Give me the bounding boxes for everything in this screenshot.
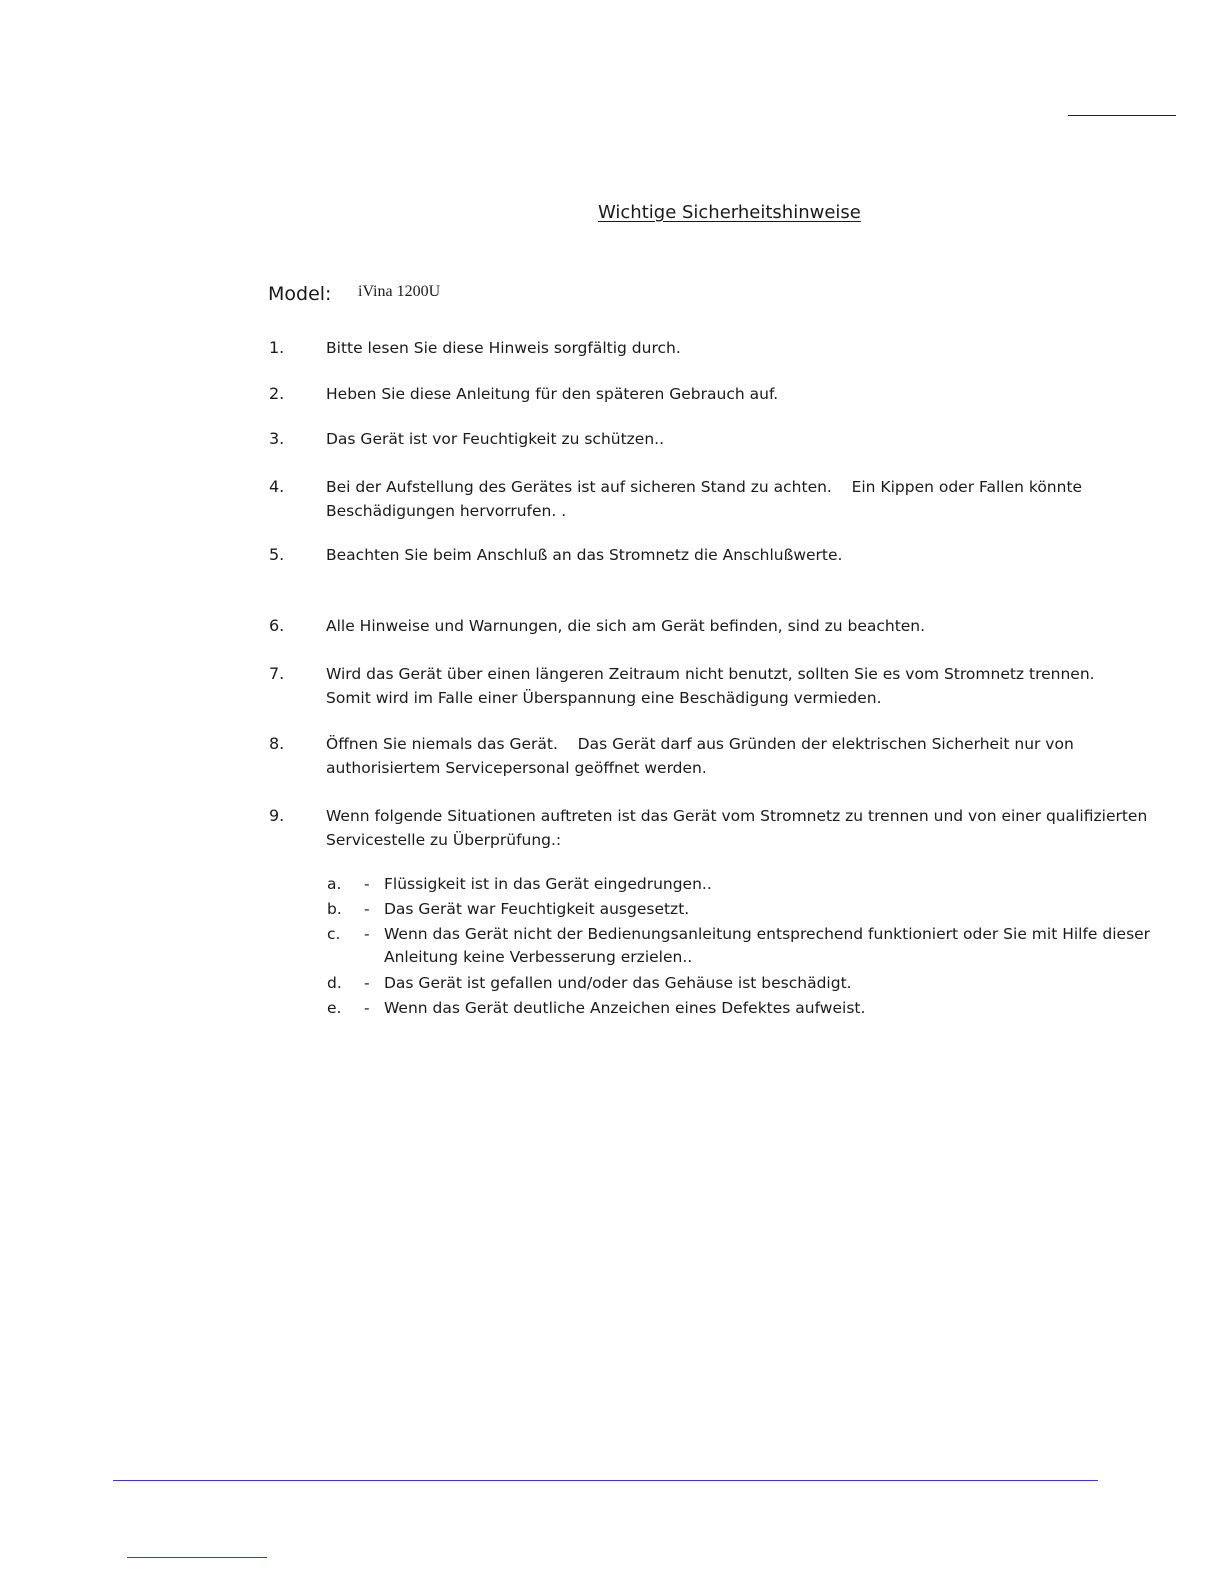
list-item-line: Heben Sie diese Anleitung für den späteren Gebrauch auf. [326,385,779,403]
sub-item-dash: - [364,925,370,943]
sub-item-line: Das Gerät war Feuchtigkeit ausgesetzt. [384,900,690,918]
list-item-line: Bei der Aufstellung des Gerätes ist auf sicheren Stand zu achten. Ein Kippen oder Fallen könnte [326,478,1083,496]
list-item-text [326,804,1176,852]
sub-item-letter: c. [327,925,341,943]
sub-item-dash: - [364,999,370,1017]
sub-item-line: Das Gerät ist gefallen und/oder das Gehäuse ist beschädigt. [384,974,852,992]
sub-item-letter: b. [327,900,342,918]
top-right-rule [1068,115,1176,116]
sub-item-line: Wenn das Gerät deutliche Anzeichen eines Defektes aufweist. [384,999,866,1017]
list-item-text [326,336,1176,360]
model-value: iVina 1200U [358,283,441,300]
list-item-number: 1. [269,338,285,357]
list-item-number: 5. [269,545,285,564]
list-item-line: Alle Hinweise und Warnungen, die sich am Gerät befinden, sind zu beachten. [326,617,926,635]
list-item-line: Beschädigungen hervorrufen. . [326,502,567,520]
sub-item-line: Wenn das Gerät nicht der Bedienungsanleitung entsprechend funktioniert oder Sie mit Hilfe dieser [384,925,1151,943]
list-item-line: Wenn folgende Situationen auftreten ist das Gerät vom Stromnetz zu trennen und von einer qualifizierten [326,807,1148,825]
sub-item-text [384,873,1184,896]
list-item-line: Bitte lesen Sie diese Hinweis sorgfältig durch. [326,339,681,357]
list-item-number: 2. [269,384,285,403]
list-item-line: Wird das Gerät über einen längeren Zeitraum nicht benutzt, sollten Sie es vom Stromnetz trennen. [326,665,1095,683]
sub-item-dash: - [364,974,370,992]
list-item-number: 6. [269,616,285,635]
sub-item-letter: e. [327,999,342,1017]
list-item-text [326,732,1176,780]
list-item-line: Beachten Sie beim Anschluß an das Stromnetz die Anschlußwerte. [326,546,843,564]
sub-item-dash: - [364,900,370,918]
list-item-line: Servicestelle zu Überprüfung.: [326,831,562,849]
sub-item-text [384,972,1184,995]
sub-item-line: Anleitung keine Verbesserung erzielen.. [384,948,693,966]
document-title: Wichtige Sicherheitshinweise [598,202,861,223]
list-item-text [326,614,1176,638]
sub-item-letter: a. [327,875,342,893]
sub-item-text [384,997,1184,1020]
list-item-number: 4. [269,477,285,496]
sub-item-text [384,923,1184,969]
list-item-line: authorisiertem Servicepersonal geöffnet werden. [326,759,707,777]
sub-item-line: Flüssigkeit ist in das Gerät eingedrungen.. [384,875,712,893]
list-item-number: 9. [269,806,285,825]
list-item-line: Das Gerät ist vor Feuchtigkeit zu schützen.. [326,430,665,448]
footer-rule [113,1480,1098,1481]
list-item-text [326,475,1176,523]
sub-item-letter: d. [327,974,342,992]
sub-item-text [384,898,1184,921]
model-label: Model: [268,283,332,305]
list-item-text [326,427,1176,451]
list-item-text [326,543,1176,567]
list-item-text [326,382,1176,406]
list-item-text [326,662,1176,710]
list-item-number: 8. [269,734,285,753]
list-item-number: 7. [269,664,285,683]
list-item-line: Öffnen Sie niemals das Gerät. Das Gerät darf aus Gründen der elektrischen Sicherheit nur von [326,735,1074,753]
sub-item-dash: - [364,875,370,893]
list-item-number: 3. [269,429,285,448]
list-item-line: Somit wird im Falle einer Überspannung eine Beschädigung vermieden. [326,689,882,707]
footer-rule-short [127,1557,267,1558]
